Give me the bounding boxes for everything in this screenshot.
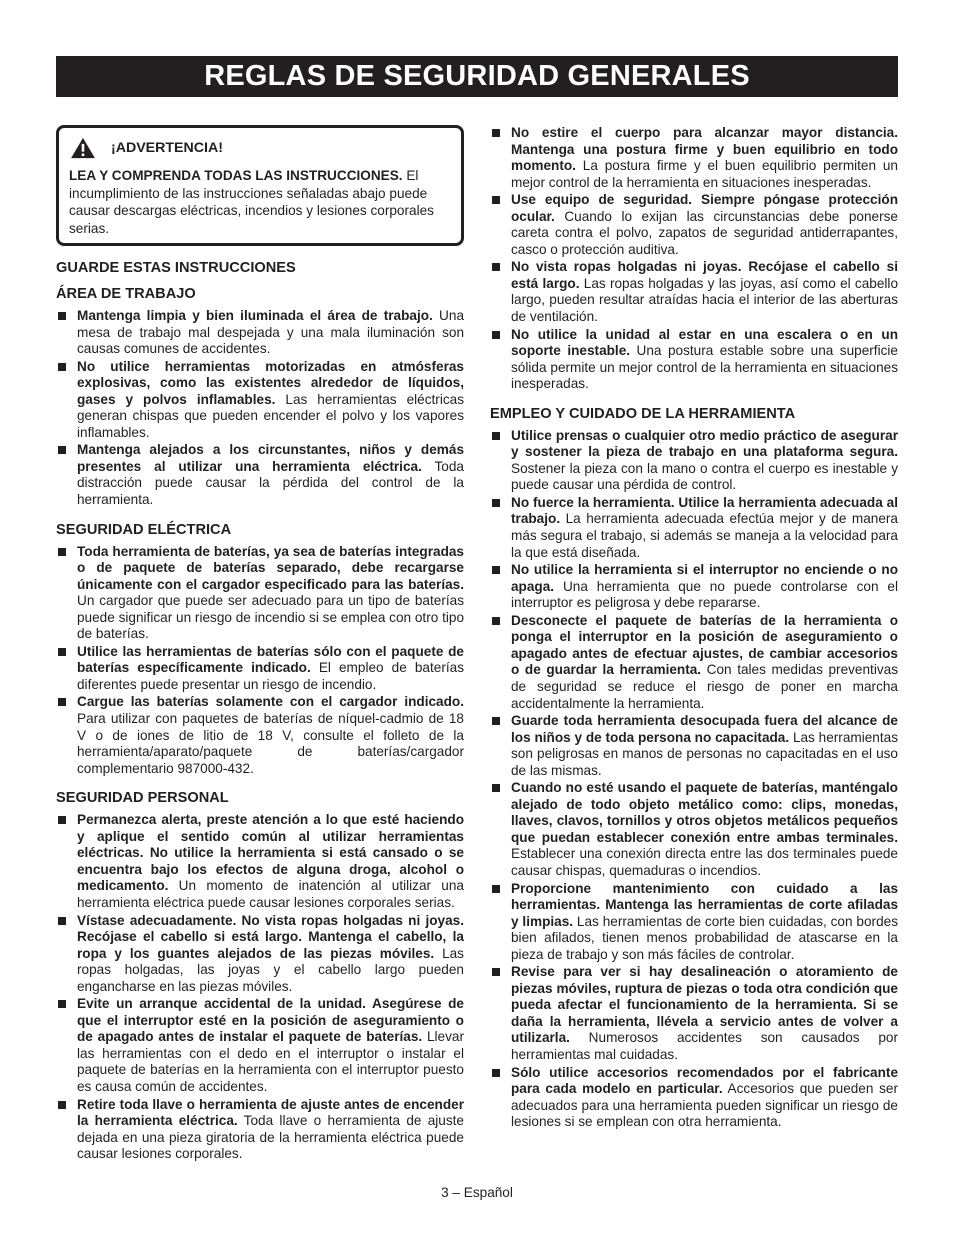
list-item [56,308,464,358]
bullet-square-icon [58,548,66,556]
item-body-text: Toda distracción puede causar la pérdida del control de la herramienta. [77,458,464,508]
warning-triangle-icon [69,137,97,159]
list-item [56,812,464,911]
section-heading-personal: SEGURIDAD PERSONAL [56,790,229,807]
list-item [56,1097,464,1163]
bullet-square-icon [492,784,500,792]
bullet-square-icon [58,816,66,824]
item-bold-text: No vista ropas holgadas ni joyas. Recójase el cabello si está largo. [511,259,898,291]
item-body-text: Establecer una conexión directa entre las dos terminales puede causar chispas, quemaduras o incendios. [511,846,898,878]
list-item [490,713,898,779]
item-body-text: Numerosos accidentes son causados por herramientas mal cuidadas. [511,1030,898,1062]
list-tool-use [490,428,898,1131]
bullet-square-icon [492,885,500,893]
item-body-text: Para utilizar con paquetes de baterías de níquel-cadmio de 18 V o de iones de litio de 18 V, consulte el folleto de la herramienta/aparato/paquete de baterías/cargador complementario 987000-432. [77,711,464,776]
warning-bold: LEA Y COMPRENDA TODAS LAS INSTRUCCIONES. [69,168,403,183]
bullet-square-icon [58,312,66,320]
bullet-square-icon [58,1000,66,1008]
item-bold-text: Desconecte el paquete de baterías de la herramienta o ponga el interruptor en la posición de aseguramiento o apagado antes de efectuar ajustes, de cambiar accesorios o de guardar la herramienta. [511,612,898,678]
item-body-text: Las herramientas de corte bien cuidadas, con bordes bien afilados, tienen menos probabilidad de atascarse en la pieza de trabajo y son más fáciles de controlar. [511,913,898,962]
item-body-text: Las ropas holgadas, las joyas y el cabello largo pueden engancharse en las piezas móviles. [77,945,464,994]
bullet-square-icon [58,698,66,706]
item-body-text: Cuando lo exijan las circunstancias debe ponerse careta contra el polvo, zapatos de seguridad antiderrapantes, casco o protección auditiva. [511,208,898,257]
item-bold-text: No utilice herramientas motorizadas en atmósferas explosivas, como las existentes alrededor de líquidos, gases y polvos inflamables. [77,358,464,407]
item-bold-text: No estire el cuerpo para alcanzar mayor distancia. Mantenga una postura firme y buen equilibrio en todo momento. [511,125,898,174]
item-body-text: Las herramientas son peligrosas en manos de personas no capacitadas en el uso de las mismas. [511,729,898,778]
item-body-text: Un cargador que puede ser adecuado para un tipo de baterías puede significar un riesgo de incendio si se emplea con otro tipo de baterías. [77,593,464,642]
list-item [490,327,898,393]
bullet-square-icon [58,363,66,371]
section-heading-tool-use: EMPLEO Y CUIDADO DE LA HERRAMIENTA [490,405,796,422]
bullet-square-icon [492,617,500,625]
list-item [490,192,898,258]
item-bold-text: Revise para ver si hay desalineación o atoramiento de piezas móviles, ruptura de piezas o toda otra condición que pueda afectar el funcionamiento de la herramienta. Si se daña la herramienta, llévela a servicio antes de volver a utilizarla. [511,964,898,1046]
list-work-area [56,308,464,509]
list-item [490,562,898,612]
warning-header [69,137,452,159]
bullet-square-icon [492,499,500,507]
left-column [56,125,464,1164]
bullet-square-icon [492,968,500,976]
list-item [490,259,898,325]
bullet-square-icon [492,331,500,339]
item-body-text: Un momento de inatención al utilizar una herramienta eléctrica puede causar lesiones corporales serias. [77,878,464,910]
item-bold-text: Cargue las baterías solamente con el cargador indicado. [77,694,464,710]
list-item [490,780,898,879]
item-body-text: Una herramienta que no puede controlarse con el interruptor es peligrosa y debe repararse. [511,578,898,611]
list-item [56,996,464,1095]
list-item [490,1065,898,1131]
right-column [490,125,898,1132]
item-bold-text: No utilice la herramienta si el interruptor no enciende o no apaga. [511,562,898,594]
bullet-square-icon [58,1101,66,1109]
list-item [56,913,464,996]
list-electrical [56,544,464,778]
warning-box [56,125,464,246]
item-bold-text: Mantenga limpia y bien iluminada el área de trabajo. [77,308,433,323]
list-item [490,964,898,1063]
list-item [490,428,898,494]
list-item [56,544,464,643]
bullet-square-icon [58,446,66,454]
item-body-text: Una mesa de trabajo mal despejada y una mala iluminación son causas comunes de accidentes. [77,308,464,357]
list-item [56,359,464,442]
bullet-square-icon [492,196,500,204]
item-bold-text: Proporcione mantenimiento con cuidado a las herramientas. Mantenga las herramientas de corte afiladas y limpias. [511,880,898,929]
item-bold-text: Sólo utilice accesorios recomendados por el fabricante para cada modelo en particular. [511,1064,898,1097]
item-body-text: Las ropas holgadas y las joyas, así como el cabello largo, pueden resultar atraídas hacia el interior de las aberturas de ventilación. [511,275,899,325]
item-bold-text: Mantenga alejados a los circunstantes, niños y demás presentes al utilizar una herramienta eléctrica. [77,442,464,474]
list-personal-continued [490,125,898,393]
item-bold-text: Utilice prensas o cualquier otro medio práctico de asegurar y sostener la pieza de trabajo en una plataforma segura. [511,427,898,460]
item-body-text: El empleo de baterías diferentes puede presentar un riesgo de incendio. [77,660,464,692]
bullet-square-icon [492,717,500,725]
bullet-square-icon [492,263,500,271]
item-body-text: Llevar las herramientas con el dedo en el interruptor o instalar el paquete de baterías en la herramienta con el interruptor puesto es causa común de accidentes. [77,1029,465,1094]
item-body-text: Una postura estable sobre una superficie sólida permite un mejor control de la herramienta en situaciones inesperadas. [511,343,898,392]
list-item [490,881,898,964]
bullet-square-icon [58,917,66,925]
item-bold-text: Guarde toda herramienta desocupada fuera del alcance de los niños y de toda persona no capacitada. [511,713,898,745]
item-body-text: Accesorios que pueden ser adecuados para una herramienta pueden significar un riesgo de lesiones si se emplean con otra herramienta. [511,1081,898,1130]
section-heading-work-area: ÁREA DE TRABAJO [56,286,196,302]
item-body-text: Sostener la pieza con la mano o contra el cuerpo es inestable y puede causar una pérdida de control. [511,460,898,493]
item-body-text: Toda llave o herramienta de ajuste dejada en una pieza giratoria de la herramienta eléctrica puede causar lesiones corporales. [77,1113,464,1162]
list-item [56,694,464,777]
item-body-text: Las herramientas eléctricas generan chispas que pueden encender el polvo y los vapores inflamables. [77,391,464,440]
item-bold-text: No utilice la unidad al estar en una escalera o en un soporte inestable. [511,326,898,359]
item-bold-text: Utilice las herramientas de baterías sólo con el paquete de baterías específicamente indicado. [77,643,464,676]
section-heading-electrical: SEGURIDAD ELÉCTRICA [56,521,232,538]
item-bold-text: Use equipo de seguridad. Siempre póngase protección ocular. [511,192,898,224]
item-bold-text: Evite un arranque accidental de la unidad. Asegúrese de que el interruptor esté en la posición de aseguramiento o de apagado antes de instalar el paquete de baterías. [77,996,464,1045]
warning-body: El incumplimiento de las instrucciones señaladas abajo puede causar descargas eléctricas, incendios y lesiones corporales serias. [69,168,434,236]
bullet-square-icon [58,648,66,656]
item-bold-text: Toda herramienta de baterías, ya sea de baterías integradas o de paquete de baterías separado, debe recargarse únicamente con el cargador especificado para las baterías. [77,543,464,592]
bullet-square-icon [492,1069,500,1077]
item-bold-text: Cuando no esté usando el paquete de baterías, manténgalo alejado de todo objeto metálico como: clips, monedas, llaves, clavos, tornillos y otros objetos metálicos pequeños que puedan establecer conexión entre ambas terminales. [511,780,898,845]
warning-text [69,167,452,237]
item-body-text: Con tales medidas preventivas de seguridad se reduce el riesgo de poner en marcha accidentalmente la herramienta. [511,662,898,711]
bullet-square-icon [492,129,500,137]
list-item [490,613,898,712]
item-bold-text: Permanezca alerta, preste atención a lo que esté haciendo y aplique el sentido común al utilizar herramientas eléctricas. No utilice la herramienta si está cansado o se encuentra bajo los efectos de alguna droga, alcohol o medicamento. [77,812,464,894]
list-personal [56,812,464,1162]
list-item [490,125,898,191]
page-number: 3 – Español [441,1185,513,1200]
item-bold-text: Retire toda llave o herramienta de ajuste antes de encender la herramienta eléctrica. [77,1096,464,1129]
bullet-square-icon [492,566,500,574]
item-bold-text: Vístase adecuadamente. No vista ropas holgadas ni joyas. Recójase el cabello si está largo. Mantenga el cabello, la ropa y los guantes alejados de las piezas móviles. [77,912,464,961]
save-instructions-heading: GUARDE ESTAS INSTRUCCIONES [56,260,296,276]
warning-label: ¡ADVERTENCIA! [111,140,223,156]
item-bold-text: No fuerce la herramienta. Utilice la herramienta adecuada al trabajo. [511,494,898,527]
item-body-text: La herramienta adecuada efectúa mejor y de manera más segura el trabajo, si además se maneja a la velocidad para la que está diseñada. [511,511,898,560]
list-item [56,442,464,508]
item-body-text: La postura firme y el buen equilibrio permiten un mejor control de la herramienta en situaciones inesperadas. [511,158,898,190]
page-title: REGLAS DE SEGURIDAD GENERALES [56,56,898,97]
bullet-square-icon [492,432,500,440]
list-item [490,495,898,561]
list-item [56,644,464,694]
